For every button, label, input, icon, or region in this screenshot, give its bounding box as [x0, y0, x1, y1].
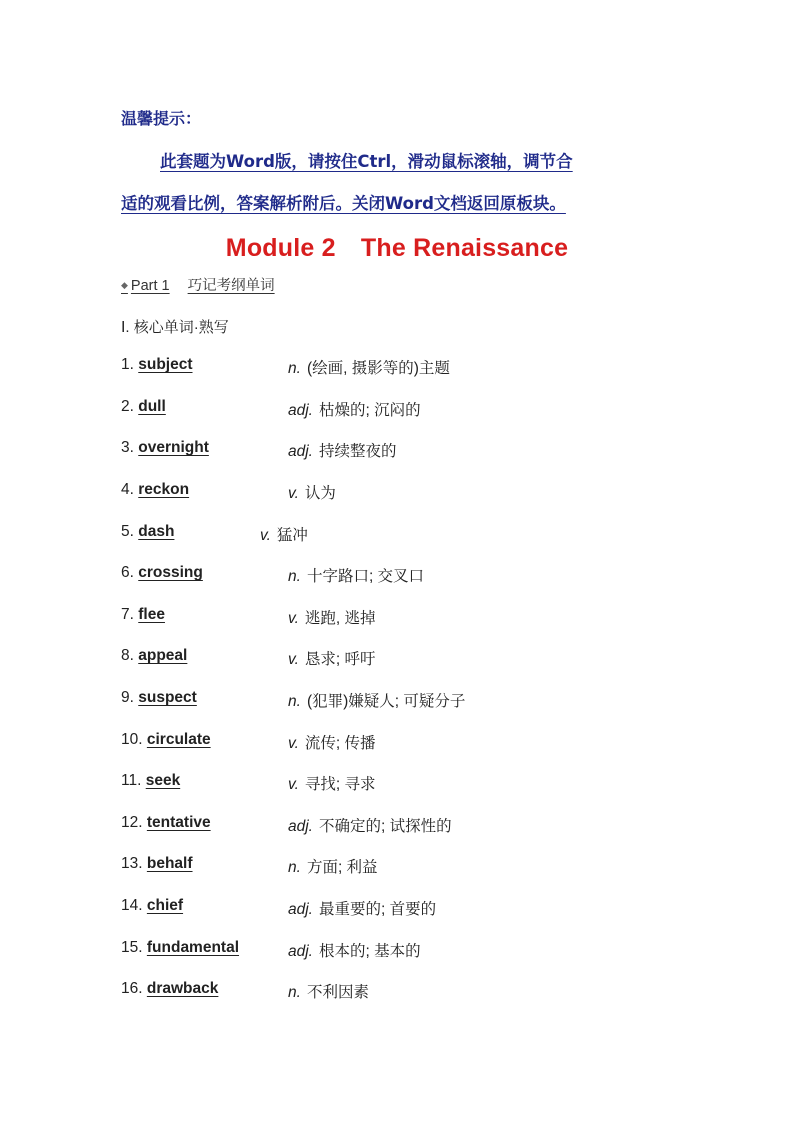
vocab-row: [121, 855, 378, 879]
vocab-definition: [288, 980, 369, 1002]
vocab-meaning: 不利因素: [306, 984, 369, 1001]
part-of-speech: v.: [260, 527, 271, 544]
vocab-meaning: 认为: [304, 485, 336, 502]
part-of-speech: n.: [288, 360, 301, 377]
vocab-number: 3.: [121, 439, 134, 456]
part-of-speech: v.: [288, 610, 299, 627]
vocab-number: 5.: [121, 523, 134, 540]
vocab-word: chief: [146, 897, 184, 914]
vocab-meaning: 逃跑, 逃掉: [304, 610, 376, 627]
vocab-row: [121, 481, 336, 505]
part-of-speech: v.: [288, 651, 299, 668]
vocab-row: [121, 814, 452, 838]
vocab-definition: [288, 731, 376, 753]
vocab-definition: [288, 606, 376, 628]
vocab-meaning: 最重要的; 首要的: [319, 901, 437, 918]
vocab-row: [121, 689, 466, 713]
vocab-definition: [288, 398, 421, 420]
vocab-definition: [288, 814, 452, 836]
vocab-word: suspect: [138, 689, 197, 706]
part-of-speech: adj.: [288, 443, 313, 460]
part-of-speech: n.: [288, 693, 301, 710]
vocab-word: flee: [138, 606, 165, 623]
part-label: Part 1: [130, 278, 170, 294]
part-heading: [121, 274, 275, 295]
vocab-row: [121, 897, 437, 921]
vocab-number: 10.: [121, 731, 143, 748]
vocab-number: 16.: [121, 980, 143, 997]
vocab-definition: [288, 356, 450, 378]
vocab-word: drawback: [146, 980, 219, 997]
vocab-row: [121, 356, 450, 380]
part-of-speech: adj.: [288, 901, 313, 918]
vocab-word: subject: [138, 356, 193, 373]
vocab-number: 4.: [121, 481, 134, 498]
part-of-speech: n.: [288, 859, 301, 876]
notice-line-1: 此套题为Word版，请按住Ctrl，滑动鼠标滚轴，调节合: [160, 152, 573, 171]
vocab-row: [121, 398, 421, 422]
vocab-word: appeal: [138, 647, 188, 664]
vocab-definition: [288, 439, 397, 461]
part-of-speech: v.: [288, 776, 299, 793]
section-heading: Ⅰ. 核心单词·熟写: [121, 319, 229, 336]
vocab-definition: [288, 855, 378, 877]
vocab-number: 15.: [121, 939, 143, 956]
vocab-definition: [288, 564, 424, 586]
part-of-speech: adj.: [288, 402, 313, 419]
vocab-meaning: 持续整夜的: [319, 443, 397, 460]
part-of-speech: adj.: [288, 943, 313, 960]
vocab-word: circulate: [146, 731, 211, 748]
notice-line-2: 适的观看比例，答案解析附后。关闭Word文档返回原板块。: [121, 194, 566, 213]
vocab-row: [121, 439, 397, 463]
vocab-meaning: (犯罪)嫌疑人; 可疑分子: [306, 693, 466, 710]
vocab-number: 12.: [121, 814, 143, 831]
notice-title: 温馨提示：: [121, 109, 202, 128]
vocab-definition: [288, 647, 376, 669]
vocab-row: [121, 731, 376, 755]
diamond-bullet-icon: ◆: [121, 280, 128, 290]
vocab-word: behalf: [146, 855, 193, 872]
part-of-speech: v.: [288, 485, 299, 502]
vocab-word: tentative: [146, 814, 211, 831]
vocab-number: 2.: [121, 398, 134, 415]
vocab-meaning: 寻找; 寻求: [304, 776, 376, 793]
vocab-number: 8.: [121, 647, 134, 664]
vocab-meaning: (绘画, 摄影等的)主题: [306, 360, 450, 377]
vocab-meaning: 十字路口; 交叉口: [306, 568, 425, 585]
vocab-definition: [288, 897, 436, 919]
part-text: 巧记考纲单词: [187, 278, 275, 294]
part-of-speech: adj.: [288, 818, 313, 835]
vocab-number: 13.: [121, 855, 143, 872]
vocab-definition: [288, 939, 421, 961]
vocab-row: [121, 980, 369, 1004]
vocab-number: 9.: [121, 689, 134, 706]
vocab-definition: [288, 689, 465, 711]
vocab-meaning: 枯燥的; 沉闷的: [319, 402, 421, 419]
vocab-meaning: 根本的; 基本的: [319, 943, 421, 960]
vocab-word: overnight: [138, 439, 209, 456]
vocab-word: crossing: [138, 564, 203, 581]
vocab-definition: [260, 523, 308, 545]
vocab-row: [121, 647, 376, 671]
page-title: Module 2 The Renaissance: [225, 234, 569, 262]
vocab-word: dull: [138, 398, 166, 415]
vocab-number: 11.: [121, 772, 142, 789]
vocab-number: 1.: [121, 356, 134, 373]
vocab-meaning: 猛冲: [276, 527, 308, 544]
vocab-definition: [288, 481, 336, 503]
vocab-row: [121, 606, 376, 630]
vocab-word: seek: [145, 772, 181, 789]
vocab-word: reckon: [138, 481, 190, 498]
vocab-row: [121, 564, 425, 588]
vocab-meaning: 方面; 利益: [306, 859, 378, 876]
vocab-number: 14.: [121, 897, 143, 914]
vocab-row: [121, 523, 308, 547]
part-of-speech: n.: [288, 568, 301, 585]
vocab-word: dash: [138, 523, 175, 540]
vocab-definition: [288, 772, 376, 794]
vocab-number: 6.: [121, 564, 134, 581]
vocab-word: fundamental: [146, 939, 240, 956]
vocab-row: [121, 772, 376, 796]
vocab-row: [121, 939, 421, 963]
vocab-number: 7.: [121, 606, 134, 623]
vocab-meaning: 流传; 传播: [304, 735, 376, 752]
part-of-speech: n.: [288, 984, 301, 1001]
part-of-speech: v.: [288, 735, 299, 752]
vocab-meaning: 恳求; 呼吁: [304, 651, 376, 668]
vocab-meaning: 不确定的; 试探性的: [319, 818, 452, 835]
